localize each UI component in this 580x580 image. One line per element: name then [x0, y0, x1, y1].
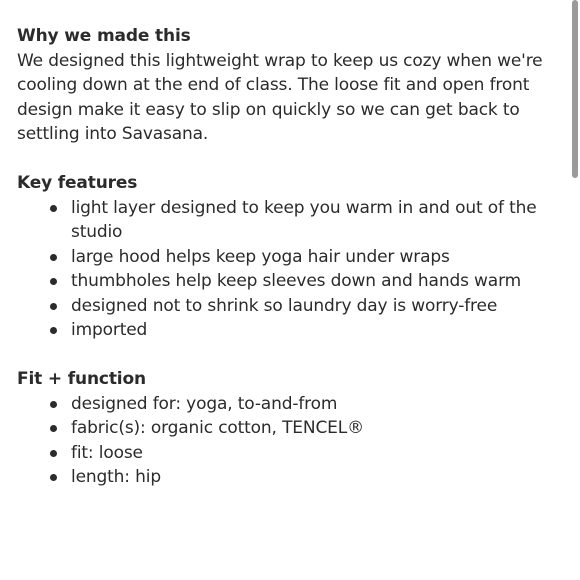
- bullet-icon: [50, 401, 57, 408]
- list-item: [71, 465, 562, 490]
- list-item: [71, 392, 562, 417]
- bullet-icon: [50, 327, 57, 334]
- fit-heading: Fit + function: [17, 369, 146, 389]
- fit-list: [17, 392, 562, 490]
- list-item: [71, 416, 562, 441]
- list-item-text: light layer designed to keep you warm in and out of the studio: [71, 197, 537, 242]
- bullet-icon: [50, 254, 57, 261]
- scrollbar-thumb[interactable]: [572, 0, 578, 178]
- list-item-text: large hood helps keep yoga hair under wraps: [71, 246, 450, 267]
- why-section: [17, 24, 562, 147]
- product-description: [17, 24, 562, 490]
- list-item-text: length: hip: [71, 467, 161, 487]
- bullet-icon: [50, 205, 57, 212]
- list-item: [71, 196, 562, 245]
- bullet-icon: [50, 278, 57, 285]
- features-heading: Key features: [17, 173, 138, 193]
- list-item-text: fabric(s): organic cotton, TENCEL®: [71, 418, 364, 438]
- list-item: [71, 441, 562, 466]
- why-body: We designed this lightweight wrap to keep us cozy when we're cooling down at the end of class. The loose fit and open front design make it easy to slip on quickly so we can get back to settling into Savasana.: [17, 50, 543, 144]
- bullet-icon: [50, 450, 57, 457]
- list-item-text: imported: [71, 320, 148, 340]
- list-item-text: designed for: yoga, to-and-from: [71, 393, 338, 414]
- list-item-text: designed not to shrink so laundry day is worry-free: [71, 295, 498, 316]
- list-item: [71, 318, 562, 343]
- bullet-icon: [50, 425, 57, 432]
- list-item-text: thumbholes help keep sleeves down and hands warm: [71, 271, 522, 291]
- list-item: [71, 245, 562, 270]
- bullet-icon: [50, 303, 57, 310]
- fit-section: [17, 367, 562, 490]
- list-item: [71, 269, 562, 294]
- why-heading: Why we made this: [17, 26, 191, 46]
- features-section: [17, 171, 562, 343]
- features-list: [17, 196, 562, 343]
- list-item: [71, 294, 562, 319]
- bullet-icon: [50, 474, 57, 481]
- list-item-text: fit: loose: [71, 442, 143, 463]
